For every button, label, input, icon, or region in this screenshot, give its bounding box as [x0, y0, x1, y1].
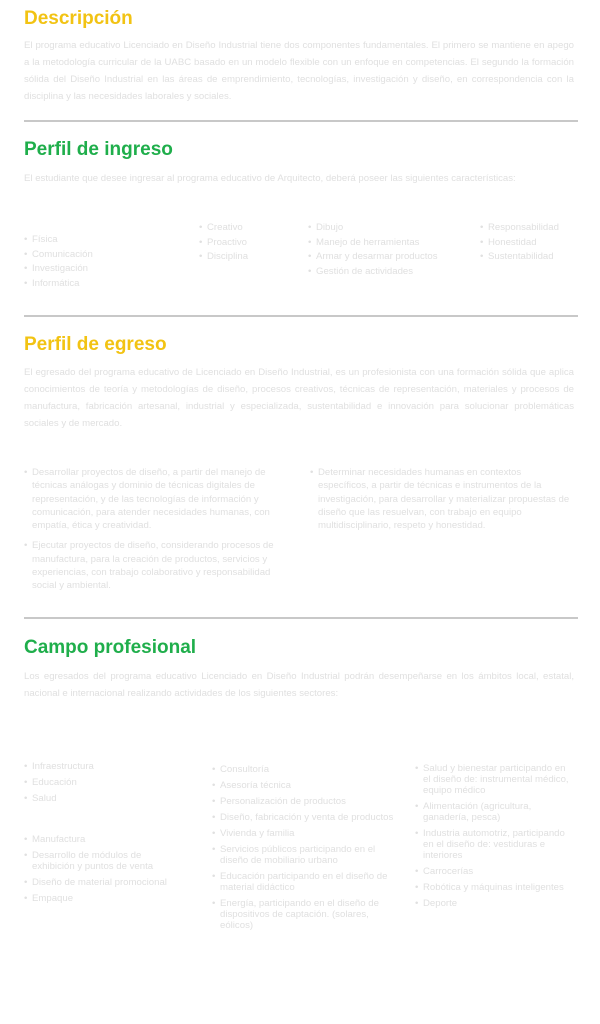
list-item: • Honestidad — [480, 236, 590, 251]
list-item: • Educación participando en el diseño de material didáctico — [212, 871, 402, 893]
campo-list-1a — [24, 761, 184, 809]
list-item: • Dibujo — [308, 221, 468, 236]
list-item: • Informática — [24, 277, 174, 292]
list-item: • Armar y desarmar productos — [308, 250, 468, 265]
list-item: • Comunicación — [24, 248, 174, 263]
list-item: • Desarrollo de módulos de exhibición y puntos de venta — [24, 850, 184, 872]
egreso-text: El egresado del programa educativo de Licenciado en Diseño Industrial, es un profesionista con una formación sólida que aplica conocimientos de teoría y metodologías de diseño, procesos creativos, técnicas de representación, materiales y procesos de manufactura, fabricación artesanal, industrial y especializada, sustentabilidad e innovación para solucionar problemáticas sociales y de mercado. — [24, 367, 574, 429]
campo-list-1b — [24, 834, 184, 909]
descripcion-text: El programa educativo Licenciado en Diseño Industrial tiene dos componentes fundamentales. El primero se mantiene en apego a la metodología curricular de la UABC basado en un modelo flexible con un enfoque en competencias. El segundo la formación sólida del Diseño Industrial en las áreas de emprendimiento, tecnologías, investigación y diseño, en correspondencia con la disciplina y las necesidades laborales y sociales. — [24, 40, 574, 102]
list-item: • Salud y bienestar participando en el diseño de: instrumental médico, equipo médico — [415, 763, 575, 796]
list-item: • Diseño, fabricación y venta de productos — [212, 812, 402, 823]
list-item: • Responsabilidad — [480, 221, 590, 236]
list-item: • Salud — [24, 793, 184, 804]
list-item: • Asesoría técnica — [212, 780, 402, 791]
list-item: • Infraestructura — [24, 761, 184, 772]
list-item: • Determinar necesidades humanas en contextos específicos, a partir de técnicas e instrumentos de la investigación, para desarrollar y materializar propuestas de diseño que las resuelvan, con trabajo en equipo multidisciplinario, respeto y honestidad. — [310, 466, 574, 532]
list-item: • Alimentación (agricultura, ganadería, pesca) — [415, 801, 575, 823]
list-item: • Ejecutar proyectos de diseño, considerando procesos de manufactura, para la creación de productos, servicios y experiencias, con trabajo colaborativo y responsabilidad social y ambiental. — [24, 539, 290, 592]
list-item: • Industria automotriz, participando en el diseño de: vestiduras e interiores — [415, 828, 575, 861]
list-item: • Gestión de actividades — [308, 265, 468, 280]
list-item: • Diseño de material promocional — [24, 877, 184, 888]
list-item: • Disciplina — [199, 250, 299, 265]
divider — [24, 120, 578, 122]
ingreso-list-3 — [308, 221, 468, 279]
list-item: • Servicios públicos participando en el diseño de mobiliario urbano — [212, 844, 402, 866]
list-item: • Robótica y máquinas inteligentes — [415, 882, 575, 893]
campo-text: Los egresados del programa educativo Licenciado en Diseño Industrial podrán desempeñarse en los ámbitos local, estatal, nacional e internacional realizando actividades de los siguientes sectores: — [24, 671, 574, 699]
list-item: • Educación — [24, 777, 184, 788]
list-item: • Sustentabilidad — [480, 250, 590, 265]
campo-list-2 — [212, 764, 402, 936]
divider — [24, 315, 578, 317]
list-item: • Desarrollar proyectos de diseño, a partir del manejo de técnicas análogas y dominio de técnicas digitales de representación, y de las tecnologías de información y comunicación, para atender necesidades humanas, con empatía, ética y creatividad. — [24, 466, 290, 532]
list-item: • Investigación — [24, 262, 174, 277]
egreso-list-1 — [24, 466, 290, 600]
list-item: • Creativo — [199, 221, 299, 236]
campo-list-3 — [415, 763, 575, 914]
list-item: • Deporte — [415, 898, 575, 909]
egreso-list-2 — [310, 466, 574, 539]
ingreso-text: El estudiante que desee ingresar al programa educativo de Arquitecto, deberá poseer las siguientes características: — [24, 173, 516, 184]
list-item: • Carrocerías — [415, 866, 575, 877]
egreso-title: Perfil de egreso — [24, 334, 167, 355]
ingreso-list-4 — [480, 221, 590, 265]
list-item: • Proactivo — [199, 236, 299, 251]
list-item: • Física — [24, 233, 174, 248]
list-item: • Consultoría — [212, 764, 402, 775]
list-item: • Personalización de productos — [212, 796, 402, 807]
ingreso-list-1 — [24, 233, 174, 291]
descripcion-title: Descripción — [24, 8, 133, 29]
list-item: • Vivienda y familia — [212, 828, 402, 839]
list-item: • Manejo de herramientas — [308, 236, 468, 251]
list-item: • Energía, participando en el diseño de dispositivos de captación. (solares, eólicos) — [212, 898, 402, 931]
ingreso-title: Perfil de ingreso — [24, 139, 173, 160]
ingreso-list-2 — [199, 221, 299, 265]
divider — [24, 617, 578, 619]
list-item: • Manufactura — [24, 834, 184, 845]
list-item: • Empaque — [24, 893, 184, 904]
campo-title: Campo profesional — [24, 637, 197, 658]
